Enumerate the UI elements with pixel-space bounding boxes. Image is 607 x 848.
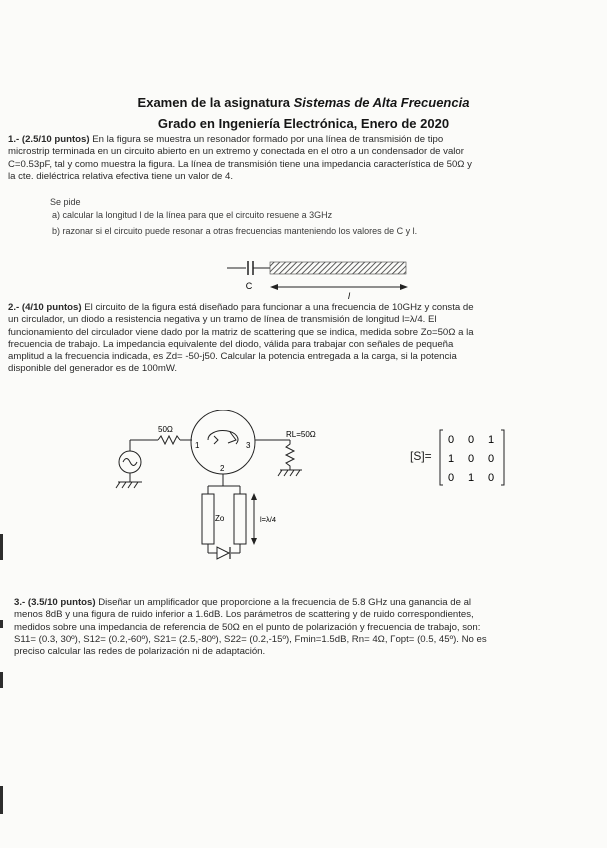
- q3-paragraph: [14, 597, 600, 658]
- q2-line1: [8, 302, 600, 314]
- q3-line5: preciso calcular las redes de polarización ni de adaptación.: [14, 646, 266, 658]
- fig1-arrowhead-left: [270, 284, 278, 290]
- fig2-resistor-source: [158, 436, 180, 444]
- exam-title: [0, 95, 607, 110]
- q1-line4: la cte. dieléctrica relativa efectiva tiene un valor de 4.: [8, 170, 234, 182]
- fig2-source-wave: [123, 459, 137, 466]
- fig2-ground: [284, 470, 288, 476]
- fig2-label-r-load: RL=50Ω: [286, 430, 316, 439]
- fig2-label-r-source: 50Ω: [158, 425, 173, 434]
- q3-text: Diseñar un amplificador que proporcione a la frecuencia de 5.8 GHz una ganancia de al: [98, 597, 472, 608]
- matrix-cell: 0: [488, 453, 495, 465]
- fig2-ground: [122, 482, 126, 488]
- fig2-ground: [296, 470, 300, 476]
- fig2-resistor-load: [286, 440, 294, 470]
- fig2-ground: [278, 470, 282, 476]
- title-prefix: Examen de la asignatura: [137, 95, 294, 110]
- exam-subtitle: Grado en Ingeniería Electrónica, Enero de 2020: [157, 116, 450, 131]
- fig2-label-port3: 3: [246, 441, 251, 450]
- matrix-cell: 1: [468, 472, 475, 484]
- margin-mark: [0, 534, 3, 560]
- matrix-bracket-left: [440, 430, 443, 485]
- fig2-arrowhead: [251, 538, 257, 545]
- q3-line3: medidos sobre una impedancia de referencia de 50Ω en el punto de polarización y frecuencia de trabajo, son:: [14, 621, 481, 633]
- matrix-cell: 0: [468, 434, 475, 446]
- fig2-label-zo: Zo: [215, 514, 225, 523]
- q3-number: 3.-: [14, 597, 26, 608]
- fig1-arrowhead-right: [400, 284, 408, 290]
- fig2-ground: [128, 482, 132, 488]
- margin-mark: [0, 620, 3, 628]
- q1-paragraph: [8, 134, 600, 183]
- q2-line2: un circulador, un diodo a resistencia negativa y un tramo de línea de transmisión de longitud l=λ/4. El: [8, 314, 437, 326]
- q2-line6: disponible del generador es de 100mW.: [8, 363, 178, 375]
- q2-line5: amplitud a la frecuencia indicada, es Zd= -50-j50. Calcular la potencia entregada a la carga, si la potencia: [8, 351, 457, 363]
- matrix-cell: 1: [488, 434, 495, 446]
- matrix-cell: 0: [488, 472, 495, 484]
- fig2-diode: [217, 547, 229, 559]
- q2-line3: funcionamiento del circulador viene dado por la matriz de scattering que se indica, medida sobre Zo=50Ω a la: [8, 326, 474, 338]
- matrix-cell: 0: [448, 434, 455, 446]
- matrix-cell: 0: [448, 472, 455, 484]
- fig2-label-port2: 2: [220, 464, 225, 473]
- fig2-ground: [116, 482, 120, 488]
- q1-part-a: a) calcular la longitud l de la línea para que el circuito resuene a 3GHz: [52, 210, 333, 220]
- s-matrix-grid: [438, 428, 508, 488]
- fig2-ground: [290, 470, 294, 476]
- matrix-cell: 1: [448, 453, 455, 465]
- margin-mark: [0, 786, 3, 814]
- fig1-label-c: C: [245, 281, 253, 291]
- fig2-circulator-arrow: [214, 432, 236, 444]
- title-subject: Sistemas de Alta Frecuencia: [293, 95, 470, 110]
- margin-mark: [0, 672, 3, 688]
- fig1-label-l: l: [348, 291, 350, 301]
- s-matrix-label: [S]=: [410, 449, 432, 463]
- fig2-label-port1: 1: [195, 441, 200, 450]
- fig1-microstrip-line: [270, 262, 406, 274]
- fig2-arrowhead: [251, 493, 257, 500]
- q3-line2: menos 8dB y una figura de ruido inferior a 1.6dB. Los parámetros de scattering y de ruido correspondientes,: [14, 609, 474, 621]
- q3-line1: [14, 597, 600, 609]
- q3-line4: S11= (0.3, 30º), S12= (0.2,-60º), S21= (2.5,-80º), S22= (0.2,-15º), Fmin=1.5dB, Rn= 4Ω, Γopt= (0.5, 45º). No es: [14, 633, 487, 645]
- q2-text: El circuito de la figura está diseñado para funcionar a una frecuencia de 10GHz y consta de: [84, 302, 474, 313]
- q2-paragraph: [8, 302, 600, 376]
- q1-points: (2.5/10 puntos): [21, 134, 90, 145]
- q1-number: 1.-: [8, 134, 20, 145]
- fig2-ground: [134, 482, 138, 488]
- q1-line2: microstrip terminada en un circuito abierto en un extremo y conectada en el otro a un condensador de valor: [8, 146, 464, 158]
- matrix-bracket-right: [501, 430, 504, 485]
- q1-line1: [8, 134, 600, 146]
- q1-line3: C=0.53pF, tal y como muestra la figura. La línea de transmisión tiene una impedancia característica de 50Ω y: [8, 158, 472, 170]
- q2-number: 2.-: [8, 302, 20, 313]
- fig2-transmission-line-conductor: [202, 494, 214, 544]
- q3-points: (3.5/10 puntos): [27, 597, 96, 608]
- q2-circuit-figure: [110, 410, 350, 570]
- fig2-label-length: l=λ/4: [260, 515, 277, 524]
- fig2-transmission-line-conductor: [234, 494, 246, 544]
- q1-part-b: b) razonar si el circuito puede resonar a otras frecuencias manteniendo los valores de C y l.: [52, 226, 418, 236]
- q1-figure: [222, 257, 422, 305]
- q2-line4: frecuencia de trabajo. La impedancia equivalente del diodo, válida para trabajar con señales de pequeña: [8, 338, 454, 350]
- q2-points: (4/10 puntos): [21, 302, 82, 313]
- matrix-cell: 0: [468, 453, 475, 465]
- q1-text: En la figura se muestra un resonador formado por una línea de transmisión de tipo: [92, 134, 444, 145]
- q1-se-pide: Se pide: [50, 197, 81, 207]
